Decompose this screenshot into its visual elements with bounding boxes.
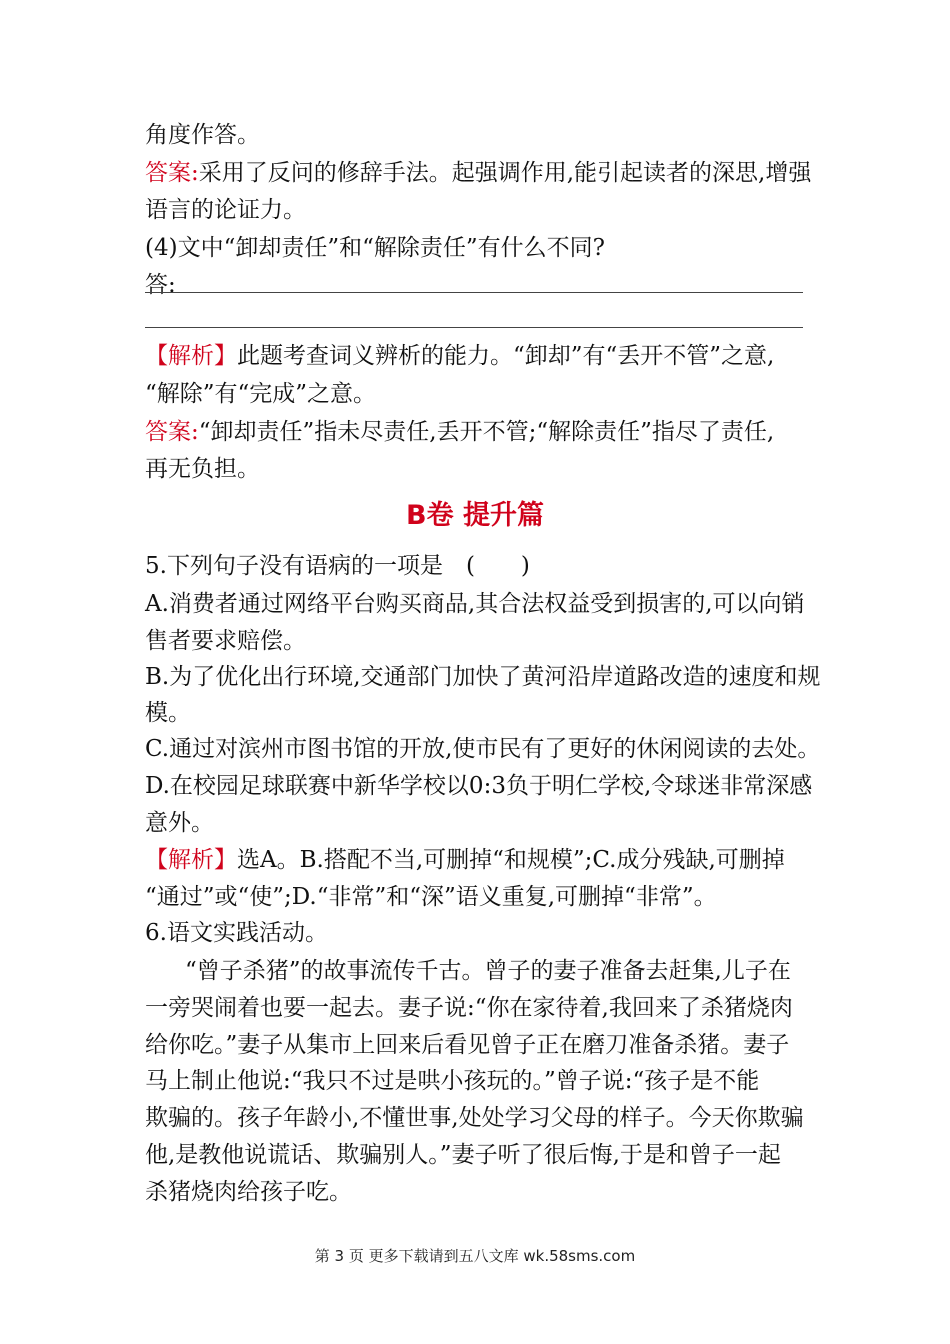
answer-blank-line (145, 327, 803, 328)
analysis-line (145, 842, 785, 878)
answer-blank-line (145, 292, 803, 293)
question-line: (4)文中“卸却责任”和“解除责任”有什么不同? (145, 235, 605, 261)
passage-line: 杀猪烧肉给孩子吃。 (145, 1179, 352, 1205)
answer-line (145, 155, 811, 191)
option-b-cont: 模。 (145, 700, 191, 726)
text-line: 语言的论证力。 (145, 197, 306, 223)
option-a: A.消费者通过网络平台购买商品,其合法权益受到损害的,可以向销 (145, 591, 805, 617)
answer-prompt: 答: (145, 272, 176, 298)
analysis-line: “通过”或“使”;D.“非常”和“深”语义重复,可删掉“非常”。 (145, 884, 717, 910)
analysis-text: 选A。B.搭配不当,可删掉“和规模”;C.成分残缺,可删掉 (237, 847, 785, 873)
analysis-line: “解除”有“完成”之意。 (145, 381, 377, 407)
section-heading: B卷 提升篇 (406, 500, 544, 531)
passage-line: 马上制止他说:“我只不过是哄小孩玩的。”曾子说:“孩子是不能 (145, 1068, 760, 1094)
analysis-tag: 【解析】 (145, 343, 237, 369)
text-line: 再无负担。 (145, 456, 260, 482)
option-c: C.通过对滨州市图书馆的开放,使市民有了更好的休闲阅读的去处。 (145, 736, 821, 762)
passage-line: 给你吃。”妻子从集市上回来后看见曾子正在磨刀准备杀猪。妻子 (145, 1032, 790, 1058)
analysis-tag: 【解析】 (145, 847, 237, 873)
option-d-cont: 意外。 (145, 810, 214, 836)
passage-line: 他,是教他说谎话、欺骗别人。”妻子听了很后悔,于是和曾子一起 (145, 1142, 781, 1168)
answer-text: “卸却责任”指未尽责任,丢开不管;“解除责任”指尽了责任, (198, 419, 775, 445)
text-line: 角度作答。 (145, 122, 260, 148)
passage-line: 一旁哭闹着也要一起去。妻子说:“你在家待着,我回来了杀猪烧肉 (145, 995, 793, 1021)
analysis-text: 此题考查词义辨析的能力。“卸却”有“丢开不管”之意, (237, 343, 775, 369)
page-footer: 第 3 页 更多下载请到五八文库 wk.58sms.com (314, 1247, 636, 1265)
option-d: D.在校园足球联赛中新华学校以0:3负于明仁学校,令球迷非常深感 (145, 773, 813, 799)
passage-line: “曾子杀猪”的故事流传千古。曾子的妻子准备去赶集,儿子在 (185, 958, 791, 984)
question-stem: 5.下列句子没有语病的一项是 ( ) (145, 553, 530, 579)
option-b: B.为了优化出行环境,交通部门加快了黄河沿岸道路改造的速度和规 (145, 664, 821, 690)
answer-text: 采用了反问的修辞手法。起强调作用,能引起读者的深思,增强 (198, 160, 812, 186)
answer-tag: 答案: (145, 160, 199, 186)
analysis-line (145, 338, 774, 374)
answer-line (145, 414, 774, 450)
passage-line: 欺骗的。孩子年龄小,不懂世事,处处学习父母的样子。今天你欺骗 (145, 1105, 804, 1131)
question-stem: 6.语文实践活动。 (145, 920, 328, 946)
answer-tag: 答案: (145, 419, 199, 445)
option-a-cont: 售者要求赔偿。 (145, 628, 306, 654)
